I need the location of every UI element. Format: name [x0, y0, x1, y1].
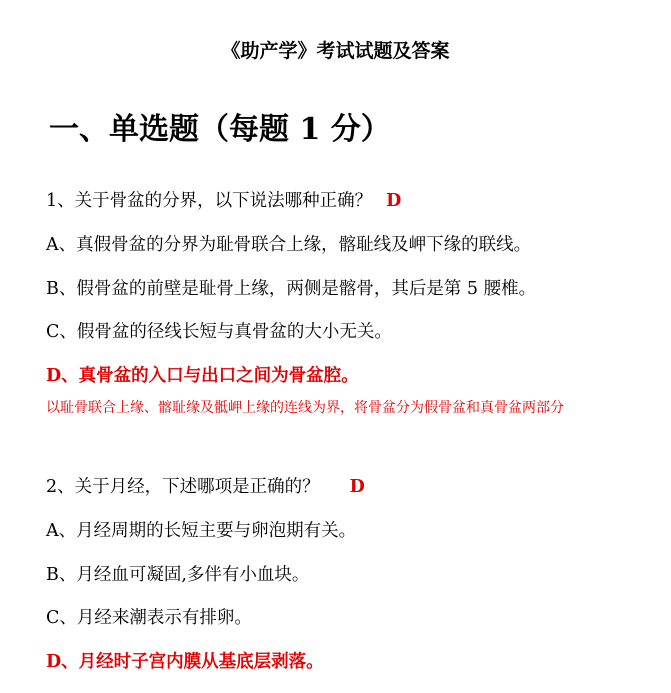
question-2-option-c: C、月经来潮表示有排卵。: [46, 608, 252, 628]
document-title: 《助产学》考试试题及答案: [221, 40, 450, 62]
question-1-option-b: B、假骨盆的前壁是耻骨上缘，两侧是髂骨，其后是第 5 腰椎。: [46, 279, 537, 299]
section-heading: 一、单选题（每题 1 分）: [49, 112, 391, 147]
question-2-stem: [46, 475, 365, 499]
question-1-option-a: A、真假骨盆的分界为耻骨联合上缘，髂耻线及岬下缘的联线。: [46, 235, 532, 255]
question-2-answer: D: [349, 477, 365, 497]
question-2-option-d-correct: D、月经时子宫内膜从基底层剥落。: [46, 652, 324, 672]
question-1-explanation: 以耻骨联合上缘、髂耻缘及骶岬上缘的连线为界，将骨盆分为假骨盆和真骨盆两部分: [46, 400, 564, 416]
question-1-stem: [46, 189, 401, 213]
question-1-option-c: C、假骨盆的径线长短与真骨盆的大小无关。: [46, 322, 392, 342]
question-1-answer: D: [386, 191, 402, 211]
question-1-option-d-correct: D、真骨盆的入口与出口之间为骨盆腔。: [46, 366, 359, 386]
question-stem-text: 1、关于骨盆的分界，以下说法哪种正确？: [46, 191, 373, 211]
question-stem-text: 2、关于月经，下述哪项是正确的？: [46, 477, 320, 497]
question-2-option-b: B、月经血可凝固,多伴有小血块。: [46, 565, 310, 585]
question-2-option-a: A、月经周期的长短主要与卵泡期有关。: [46, 521, 357, 541]
